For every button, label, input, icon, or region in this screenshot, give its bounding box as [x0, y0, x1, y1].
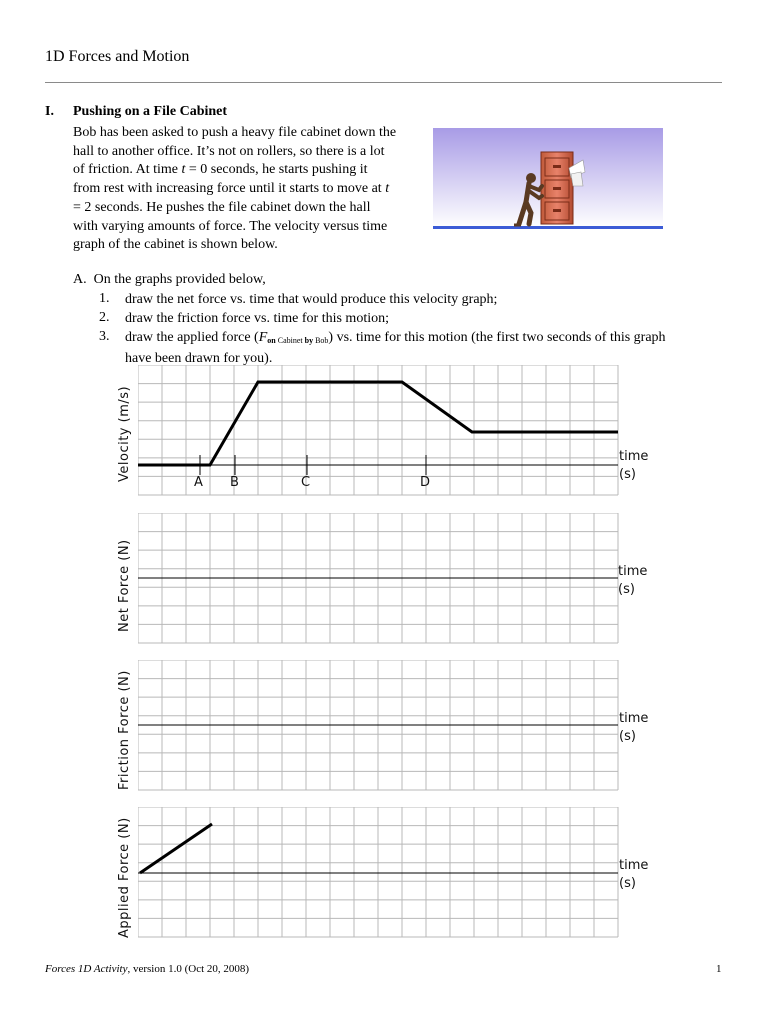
bob-pushing-cabinet-illustration: [433, 128, 663, 232]
section-number: I.: [45, 104, 54, 119]
header-divider: [45, 82, 722, 83]
velocity-axis-label: Velocity (m/s): [117, 385, 132, 482]
friction-force-graph: [138, 660, 620, 794]
applied-force-given-segment: [140, 824, 212, 873]
para-line-1: Bob has been asked to push a heavy file cabinet down the: [73, 125, 397, 140]
applied-time-label: time (s): [619, 858, 649, 891]
item-1-text: draw the net force vs. time that would produce this velocity graph;: [125, 292, 498, 307]
item-1-number: 1.: [99, 291, 110, 306]
item-3-number: 3.: [99, 329, 110, 344]
velocity-time-label: time (s): [619, 449, 649, 482]
intro-paragraph: [73, 124, 425, 255]
para-line-3: of friction. At time t = 0 seconds, he starts pushing it: [73, 162, 368, 178]
item-2-text: draw the friction force vs. time for this motion;: [125, 311, 389, 326]
applied-axis-label: Applied Force (N): [117, 817, 132, 938]
net-force-axis-label: Net Force (N): [117, 539, 132, 632]
section-title: Pushing on a File Cabinet: [73, 104, 228, 119]
para-line-4: from rest with increasing force until it starts to move at t: [73, 181, 390, 197]
item-2-number: 2.: [99, 310, 110, 325]
item-3-text: draw the applied force ($F_{on}$ $_{Cabinet}$ $_{by}$ $_{Bob}$) vs. time for this motion (the first two seconds of this graph have been drawn for you).: [125, 330, 666, 366]
applied-force-graph: [138, 807, 620, 941]
tick-label-b: B: [230, 475, 239, 490]
question-a: A. On the graphs provided below,: [73, 272, 266, 287]
net-force-graph: [138, 513, 620, 647]
para-line-5: = 2 seconds. He pushes the file cabinet down the hall: [73, 199, 371, 215]
velocity-graph: [138, 365, 620, 499]
friction-axis-label: Friction Force (N): [117, 670, 132, 790]
page-title: 1D Forces and Motion: [45, 48, 190, 65]
tick-label-d: D: [420, 475, 431, 490]
para-line-6: with varying amounts of force. The velocity versus time: [73, 218, 388, 234]
tick-label-c: C: [301, 475, 311, 490]
net-force-time-label: time (s): [618, 564, 648, 597]
friction-time-label: time (s): [619, 711, 649, 744]
tick-label-a: A: [194, 475, 203, 490]
page-number: 1: [716, 963, 722, 975]
para-line-7: graph of the cabinet is shown below.: [73, 237, 278, 253]
velocity-grid: [138, 365, 618, 495]
para-line-2: hall to another office. It’s not on rollers, so there is a lot: [73, 143, 385, 159]
footer-activity: Forces 1D Activity, version 1.0 (Oct 20, 2008): [45, 963, 250, 975]
